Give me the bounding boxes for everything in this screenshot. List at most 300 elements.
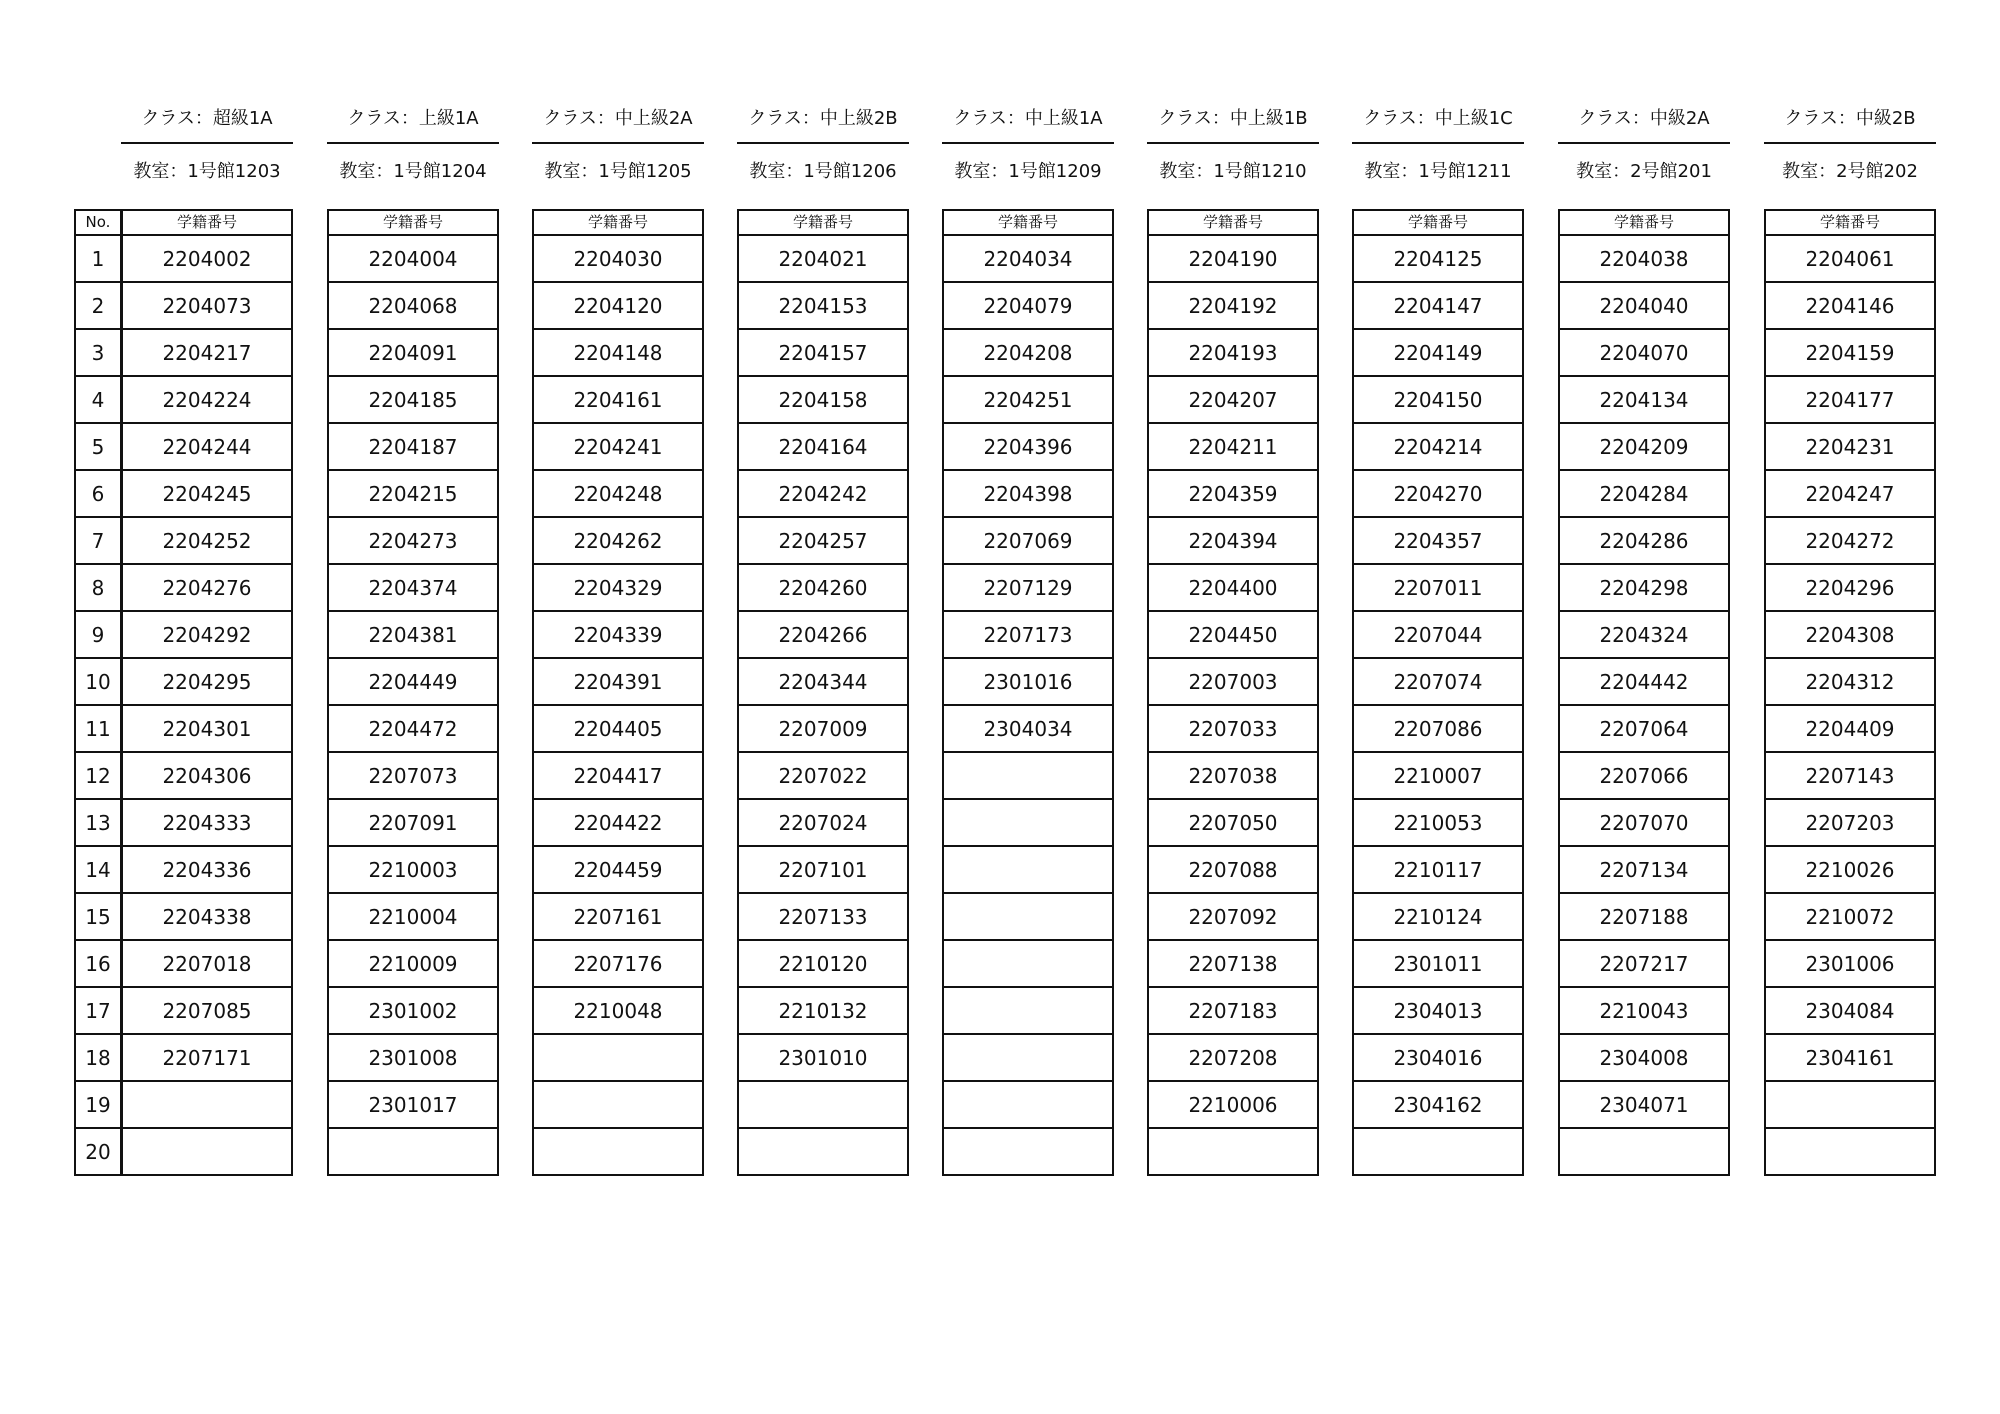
- table-row: [738, 1034, 908, 1081]
- table-row: [533, 282, 703, 329]
- student-id-table: [737, 209, 909, 1176]
- student-id-cell: 2210004: [328, 893, 498, 940]
- table-row: [1148, 470, 1318, 517]
- table-row: [1148, 611, 1318, 658]
- student-id-cell: 2204021: [738, 235, 908, 282]
- student-id-cell: 2204134: [1559, 376, 1729, 423]
- student-id-cell: 2204333: [122, 799, 292, 846]
- class-block: [737, 100, 909, 1070]
- table-row: [75, 705, 121, 752]
- student-id-cell: 2207101: [738, 846, 908, 893]
- table-row: [328, 611, 498, 658]
- student-id-cell: 2207038: [1148, 752, 1318, 799]
- student-id-cell: 2204177: [1765, 376, 1935, 423]
- student-id-cell: [943, 987, 1113, 1034]
- room-label: 教室：1号館1205: [544, 161, 692, 182]
- student-id-cell: 2204344: [738, 658, 908, 705]
- student-id-cell: 2204359: [1148, 470, 1318, 517]
- table-row: [1559, 893, 1729, 940]
- student-id-cell: 2304016: [1353, 1034, 1523, 1081]
- student-id-cell: [533, 1081, 703, 1128]
- table-row: [533, 893, 703, 940]
- table-row: [1353, 376, 1523, 423]
- table-row: [1353, 752, 1523, 799]
- student-id-cell: 2204217: [122, 329, 292, 376]
- student-id-cell: 2204146: [1765, 282, 1935, 329]
- room-label: 教室：1号館1211: [1364, 161, 1512, 182]
- student-id-cell: [943, 799, 1113, 846]
- table-row: [1353, 329, 1523, 376]
- student-id-cell: [1765, 1128, 1935, 1175]
- student-id-cell: 2204260: [738, 564, 908, 611]
- table-row: [1559, 611, 1729, 658]
- student-id-cell: 2210007: [1353, 752, 1523, 799]
- student-id-cell: 2207011: [1353, 564, 1523, 611]
- student-id-cell: [943, 752, 1113, 799]
- table-row: [328, 940, 498, 987]
- student-id-cell: [328, 1128, 498, 1175]
- student-id-cell: 2210043: [1559, 987, 1729, 1034]
- student-id-cell: 2204070: [1559, 329, 1729, 376]
- student-id-cell: 2207134: [1559, 846, 1729, 893]
- student-id-cell: 2207022: [738, 752, 908, 799]
- table-row: [122, 564, 292, 611]
- table-row: [1559, 705, 1729, 752]
- student-id-cell: 2301010: [738, 1034, 908, 1081]
- student-id-cell: [943, 1081, 1113, 1128]
- student-id-cell: 2204272: [1765, 517, 1935, 564]
- table-row: [533, 846, 703, 893]
- table-row: [1765, 940, 1935, 987]
- student-id-cell: 2207091: [328, 799, 498, 846]
- class-label: クラス：中上級1B: [1147, 100, 1319, 144]
- student-id-cell: [533, 1034, 703, 1081]
- table-row: [1559, 658, 1729, 705]
- row-number-cell: 17: [75, 987, 121, 1034]
- table-row: [75, 611, 121, 658]
- table-row: [1148, 1034, 1318, 1081]
- table-row: [1765, 846, 1935, 893]
- student-id-cell: 2204120: [533, 282, 703, 329]
- student-id-cell: 2207143: [1765, 752, 1935, 799]
- student-id-header: 学籍番号: [1559, 210, 1729, 235]
- class-block: [1352, 100, 1524, 1117]
- table-row: [1765, 282, 1935, 329]
- row-number-cell: 19: [75, 1081, 121, 1128]
- table-row: [738, 705, 908, 752]
- table-row: [1765, 470, 1935, 517]
- table-row: [1148, 752, 1318, 799]
- student-id-cell: 2207044: [1353, 611, 1523, 658]
- table-row: [122, 1128, 292, 1175]
- table-row: [1148, 329, 1318, 376]
- student-id-cell: 2207085: [122, 987, 292, 1034]
- student-id-cell: 2304013: [1353, 987, 1523, 1034]
- student-id-cell: 2204417: [533, 752, 703, 799]
- table-row: [1765, 611, 1935, 658]
- student-id-cell: 2204306: [122, 752, 292, 799]
- table-row: [1765, 517, 1935, 564]
- table-row: [943, 658, 1113, 705]
- table-row: [738, 1081, 908, 1128]
- table-row: [328, 517, 498, 564]
- student-id-cell: 2204148: [533, 329, 703, 376]
- table-row: [943, 752, 1113, 799]
- student-id-cell: 2204164: [738, 423, 908, 470]
- table-row: [738, 893, 908, 940]
- row-number-cell: 6: [75, 470, 121, 517]
- table-row: [328, 799, 498, 846]
- student-id-cell: [943, 1034, 1113, 1081]
- table-row: [1353, 282, 1523, 329]
- student-id-cell: 2204091: [328, 329, 498, 376]
- student-id-cell: [943, 893, 1113, 940]
- table-row: [533, 705, 703, 752]
- table-row: [328, 705, 498, 752]
- table-row: [328, 752, 498, 799]
- table-row: [1148, 940, 1318, 987]
- student-id-cell: 2204247: [1765, 470, 1935, 517]
- student-id-cell: 2207203: [1765, 799, 1935, 846]
- table-row: [1765, 987, 1935, 1034]
- table-row: [1148, 423, 1318, 470]
- table-row: [75, 282, 121, 329]
- table-row: [328, 564, 498, 611]
- table-row: [1559, 470, 1729, 517]
- student-id-cell: 2207188: [1559, 893, 1729, 940]
- student-id-cell: 2207133: [738, 893, 908, 940]
- student-id-cell: 2207050: [1148, 799, 1318, 846]
- table-row: [1559, 1034, 1729, 1081]
- table-row: [75, 235, 121, 282]
- table-row: [1353, 658, 1523, 705]
- student-id-header: 学籍番号: [738, 210, 908, 235]
- table-row: [1353, 564, 1523, 611]
- table-row: [1148, 846, 1318, 893]
- class-block: [942, 100, 1114, 741]
- table-row: [1148, 987, 1318, 1034]
- table-row: [328, 282, 498, 329]
- table-row: [1559, 376, 1729, 423]
- student-id-cell: 2204004: [328, 235, 498, 282]
- class-label: クラス：超級1A: [121, 100, 293, 144]
- table-row: [1765, 705, 1935, 752]
- student-id-cell: 2204450: [1148, 611, 1318, 658]
- class-label: クラス：中上級2B: [737, 100, 909, 144]
- student-id-cell: 2204472: [328, 705, 498, 752]
- row-number-cell: 18: [75, 1034, 121, 1081]
- table-row: [943, 1081, 1113, 1128]
- table-row: [533, 423, 703, 470]
- class-block: [532, 100, 704, 1023]
- row-number-cell: 20: [85, 1139, 111, 1164]
- table-row: [533, 564, 703, 611]
- student-id-cell: 2204147: [1353, 282, 1523, 329]
- row-number-cell: 14: [75, 846, 121, 893]
- table-row: [943, 799, 1113, 846]
- room-label: 教室：1号館1209: [954, 161, 1102, 182]
- table-row: [122, 846, 292, 893]
- student-id-cell: 2204381: [328, 611, 498, 658]
- student-id-table: [1147, 209, 1319, 1176]
- student-id-header: 学籍番号: [1148, 210, 1318, 235]
- table-row: [943, 376, 1113, 423]
- table-row: [533, 799, 703, 846]
- table-row: [122, 423, 292, 470]
- table-row: [1353, 517, 1523, 564]
- table-row: [1353, 940, 1523, 987]
- student-id-cell: 2207024: [738, 799, 908, 846]
- table-row: [122, 517, 292, 564]
- table-row: [738, 752, 908, 799]
- student-id-cell: 2204251: [943, 376, 1113, 423]
- table-row: [943, 940, 1113, 987]
- table-row: [75, 329, 121, 376]
- table-row: [1353, 846, 1523, 893]
- student-id-cell: 2204324: [1559, 611, 1729, 658]
- student-id-cell: 2210124: [1353, 893, 1523, 940]
- table-row: [1148, 564, 1318, 611]
- student-id-cell: 2210048: [533, 987, 703, 1034]
- student-id-table: [942, 209, 1114, 1176]
- table-row: [122, 376, 292, 423]
- table-row: [738, 658, 908, 705]
- student-id-cell: 2304161: [1765, 1034, 1935, 1081]
- table-row: [122, 799, 292, 846]
- student-id-cell: 2207070: [1559, 799, 1729, 846]
- student-id-table: [532, 209, 704, 1176]
- table-row: [1353, 235, 1523, 282]
- table-row: [943, 987, 1113, 1034]
- table-row: [328, 1081, 498, 1128]
- student-id-cell: 2204244: [122, 423, 292, 470]
- student-id-cell: 2204400: [1148, 564, 1318, 611]
- student-id-cell: 2210006: [1148, 1081, 1318, 1128]
- table-row: [1559, 940, 1729, 987]
- student-id-cell: 2204248: [533, 470, 703, 517]
- table-row: [75, 564, 121, 611]
- table-row: [122, 1034, 292, 1081]
- table-row: [122, 658, 292, 705]
- student-id-cell: 2301002: [328, 987, 498, 1034]
- class-block: [1558, 100, 1730, 1117]
- table-row: [1353, 470, 1523, 517]
- student-id-cell: 2204192: [1148, 282, 1318, 329]
- student-id-cell: 2204409: [1765, 705, 1935, 752]
- table-row: [75, 846, 121, 893]
- table-row: [122, 282, 292, 329]
- student-id-cell: 2210053: [1353, 799, 1523, 846]
- student-id-cell: 2204187: [328, 423, 498, 470]
- table-row: [1148, 282, 1318, 329]
- student-id-header: 学籍番号: [1353, 210, 1523, 235]
- table-row: [738, 423, 908, 470]
- row-number-cell: 13: [75, 799, 121, 846]
- student-id-header: 学籍番号: [1765, 210, 1935, 235]
- table-row: [738, 611, 908, 658]
- table-row: [1559, 1128, 1729, 1175]
- table-row: [122, 1081, 292, 1128]
- student-id-cell: 2207066: [1559, 752, 1729, 799]
- table-row: [943, 1128, 1113, 1175]
- table-row: [943, 329, 1113, 376]
- student-id-header: 学籍番号: [122, 210, 292, 235]
- table-row: [122, 611, 292, 658]
- student-id-cell: 2204224: [122, 376, 292, 423]
- table-row: [1148, 705, 1318, 752]
- table-row: [75, 376, 121, 423]
- student-id-cell: [533, 1128, 703, 1175]
- student-id-cell: 2204231: [1765, 423, 1935, 470]
- table-row: [1765, 1034, 1935, 1081]
- student-id-cell: 2207009: [738, 705, 908, 752]
- student-id-cell: [738, 1128, 908, 1175]
- table-row: [943, 423, 1113, 470]
- student-id-cell: 2204241: [533, 423, 703, 470]
- table-row: [328, 1128, 498, 1175]
- table-row: [943, 611, 1113, 658]
- student-id-cell: 2204038: [1559, 235, 1729, 282]
- table-row: [122, 470, 292, 517]
- table-row: [738, 235, 908, 282]
- table-row: [1353, 1034, 1523, 1081]
- student-id-cell: 2207183: [1148, 987, 1318, 1034]
- row-number-cell: 4: [75, 376, 121, 423]
- student-id-cell: 2204405: [533, 705, 703, 752]
- student-id-cell: 2204149: [1353, 329, 1523, 376]
- student-id-cell: 2204276: [122, 564, 292, 611]
- student-id-cell: 2301008: [328, 1034, 498, 1081]
- student-id-table: [327, 209, 499, 1176]
- student-id-cell: 2210026: [1765, 846, 1935, 893]
- student-id-cell: 2207088: [1148, 846, 1318, 893]
- room-label: 教室：2号館202: [1782, 161, 1918, 182]
- student-id-cell: 2204207: [1148, 376, 1318, 423]
- table-row: [738, 799, 908, 846]
- table-row: [1353, 893, 1523, 940]
- student-id-cell: [1559, 1128, 1729, 1175]
- student-id-cell: 2204061: [1765, 235, 1935, 282]
- student-id-cell: [738, 1081, 908, 1128]
- student-id-cell: 2204209: [1559, 423, 1729, 470]
- student-id-cell: 2210009: [328, 940, 498, 987]
- student-id-cell: 2204308: [1765, 611, 1935, 658]
- table-row: [122, 752, 292, 799]
- row-number-cell: 11: [75, 705, 121, 752]
- table-row: [738, 470, 908, 517]
- student-id-cell: 2304034: [943, 705, 1113, 752]
- table-row: [943, 564, 1113, 611]
- student-id-cell: 2204296: [1765, 564, 1935, 611]
- student-id-cell: 2204312: [1765, 658, 1935, 705]
- student-id-cell: [1148, 1128, 1318, 1175]
- table-row: [1559, 799, 1729, 846]
- student-id-table: [1352, 209, 1524, 1176]
- student-id-cell: 2204125: [1353, 235, 1523, 282]
- class-label: クラス：中級2A: [1558, 100, 1730, 144]
- student-id-cell: 2207217: [1559, 940, 1729, 987]
- table-row: [533, 1128, 703, 1175]
- table-row: [75, 470, 121, 517]
- class-label: クラス：中上級1A: [942, 100, 1114, 144]
- table-row: [1148, 799, 1318, 846]
- row-number-table: [74, 209, 122, 1176]
- table-row: [75, 658, 121, 705]
- table-row: [1353, 611, 1523, 658]
- table-row: [122, 893, 292, 940]
- table-row: [75, 893, 121, 940]
- student-id-cell: 2204329: [533, 564, 703, 611]
- table-row: [1353, 1128, 1523, 1175]
- table-row: [122, 235, 292, 282]
- student-id-cell: 2204157: [738, 329, 908, 376]
- table-row: [533, 235, 703, 282]
- student-id-cell: [122, 1128, 292, 1175]
- table-row: [1148, 1128, 1318, 1175]
- class-label: クラス：中級2B: [1764, 100, 1936, 144]
- student-id-cell: 2304008: [1559, 1034, 1729, 1081]
- student-id-cell: 2204214: [1353, 423, 1523, 470]
- student-id-cell: 2207033: [1148, 705, 1318, 752]
- table-row: [1559, 1081, 1729, 1128]
- table-row: [1148, 1081, 1318, 1128]
- student-id-cell: 2204262: [533, 517, 703, 564]
- student-id-cell: 2204252: [122, 517, 292, 564]
- table-row: [1765, 423, 1935, 470]
- student-id-cell: [943, 940, 1113, 987]
- student-id-cell: 2204193: [1148, 329, 1318, 376]
- row-number-cell: 5: [75, 423, 121, 470]
- table-row: [328, 1034, 498, 1081]
- table-row: [75, 752, 121, 799]
- student-id-cell: 2204242: [738, 470, 908, 517]
- table-row: [75, 987, 121, 1034]
- student-id-cell: 2207161: [533, 893, 703, 940]
- table-row: [1559, 752, 1729, 799]
- student-id-cell: 2204159: [1765, 329, 1935, 376]
- row-number-cell: 2: [75, 282, 121, 329]
- student-id-cell: 2204338: [122, 893, 292, 940]
- table-row: [533, 658, 703, 705]
- row-number-cell: 8: [75, 564, 121, 611]
- student-id-cell: [122, 1081, 292, 1128]
- student-id-cell: 2207003: [1148, 658, 1318, 705]
- row-number-cell: 10: [75, 658, 121, 705]
- table-row: [533, 611, 703, 658]
- row-number-column: [74, 209, 122, 1176]
- table-row: [738, 1128, 908, 1175]
- student-id-cell: 2204002: [122, 235, 292, 282]
- student-id-cell: 2204068: [328, 282, 498, 329]
- student-id-cell: 2204339: [533, 611, 703, 658]
- student-id-cell: 2301017: [328, 1081, 498, 1128]
- student-id-cell: 2204034: [943, 235, 1113, 282]
- row-number-cell: 9: [75, 611, 121, 658]
- table-row: [533, 752, 703, 799]
- class-label: クラス：上級1A: [327, 100, 499, 144]
- row-number-cell: 1: [75, 235, 121, 282]
- table-row: [1559, 235, 1729, 282]
- student-id-cell: 2204298: [1559, 564, 1729, 611]
- table-row: [943, 1034, 1113, 1081]
- table-row: [1765, 564, 1935, 611]
- row-number-cell: 3: [75, 329, 121, 376]
- table-row: [1559, 987, 1729, 1034]
- table-row: [738, 564, 908, 611]
- student-id-cell: 2204190: [1148, 235, 1318, 282]
- table-row: [328, 893, 498, 940]
- student-id-cell: 2204273: [328, 517, 498, 564]
